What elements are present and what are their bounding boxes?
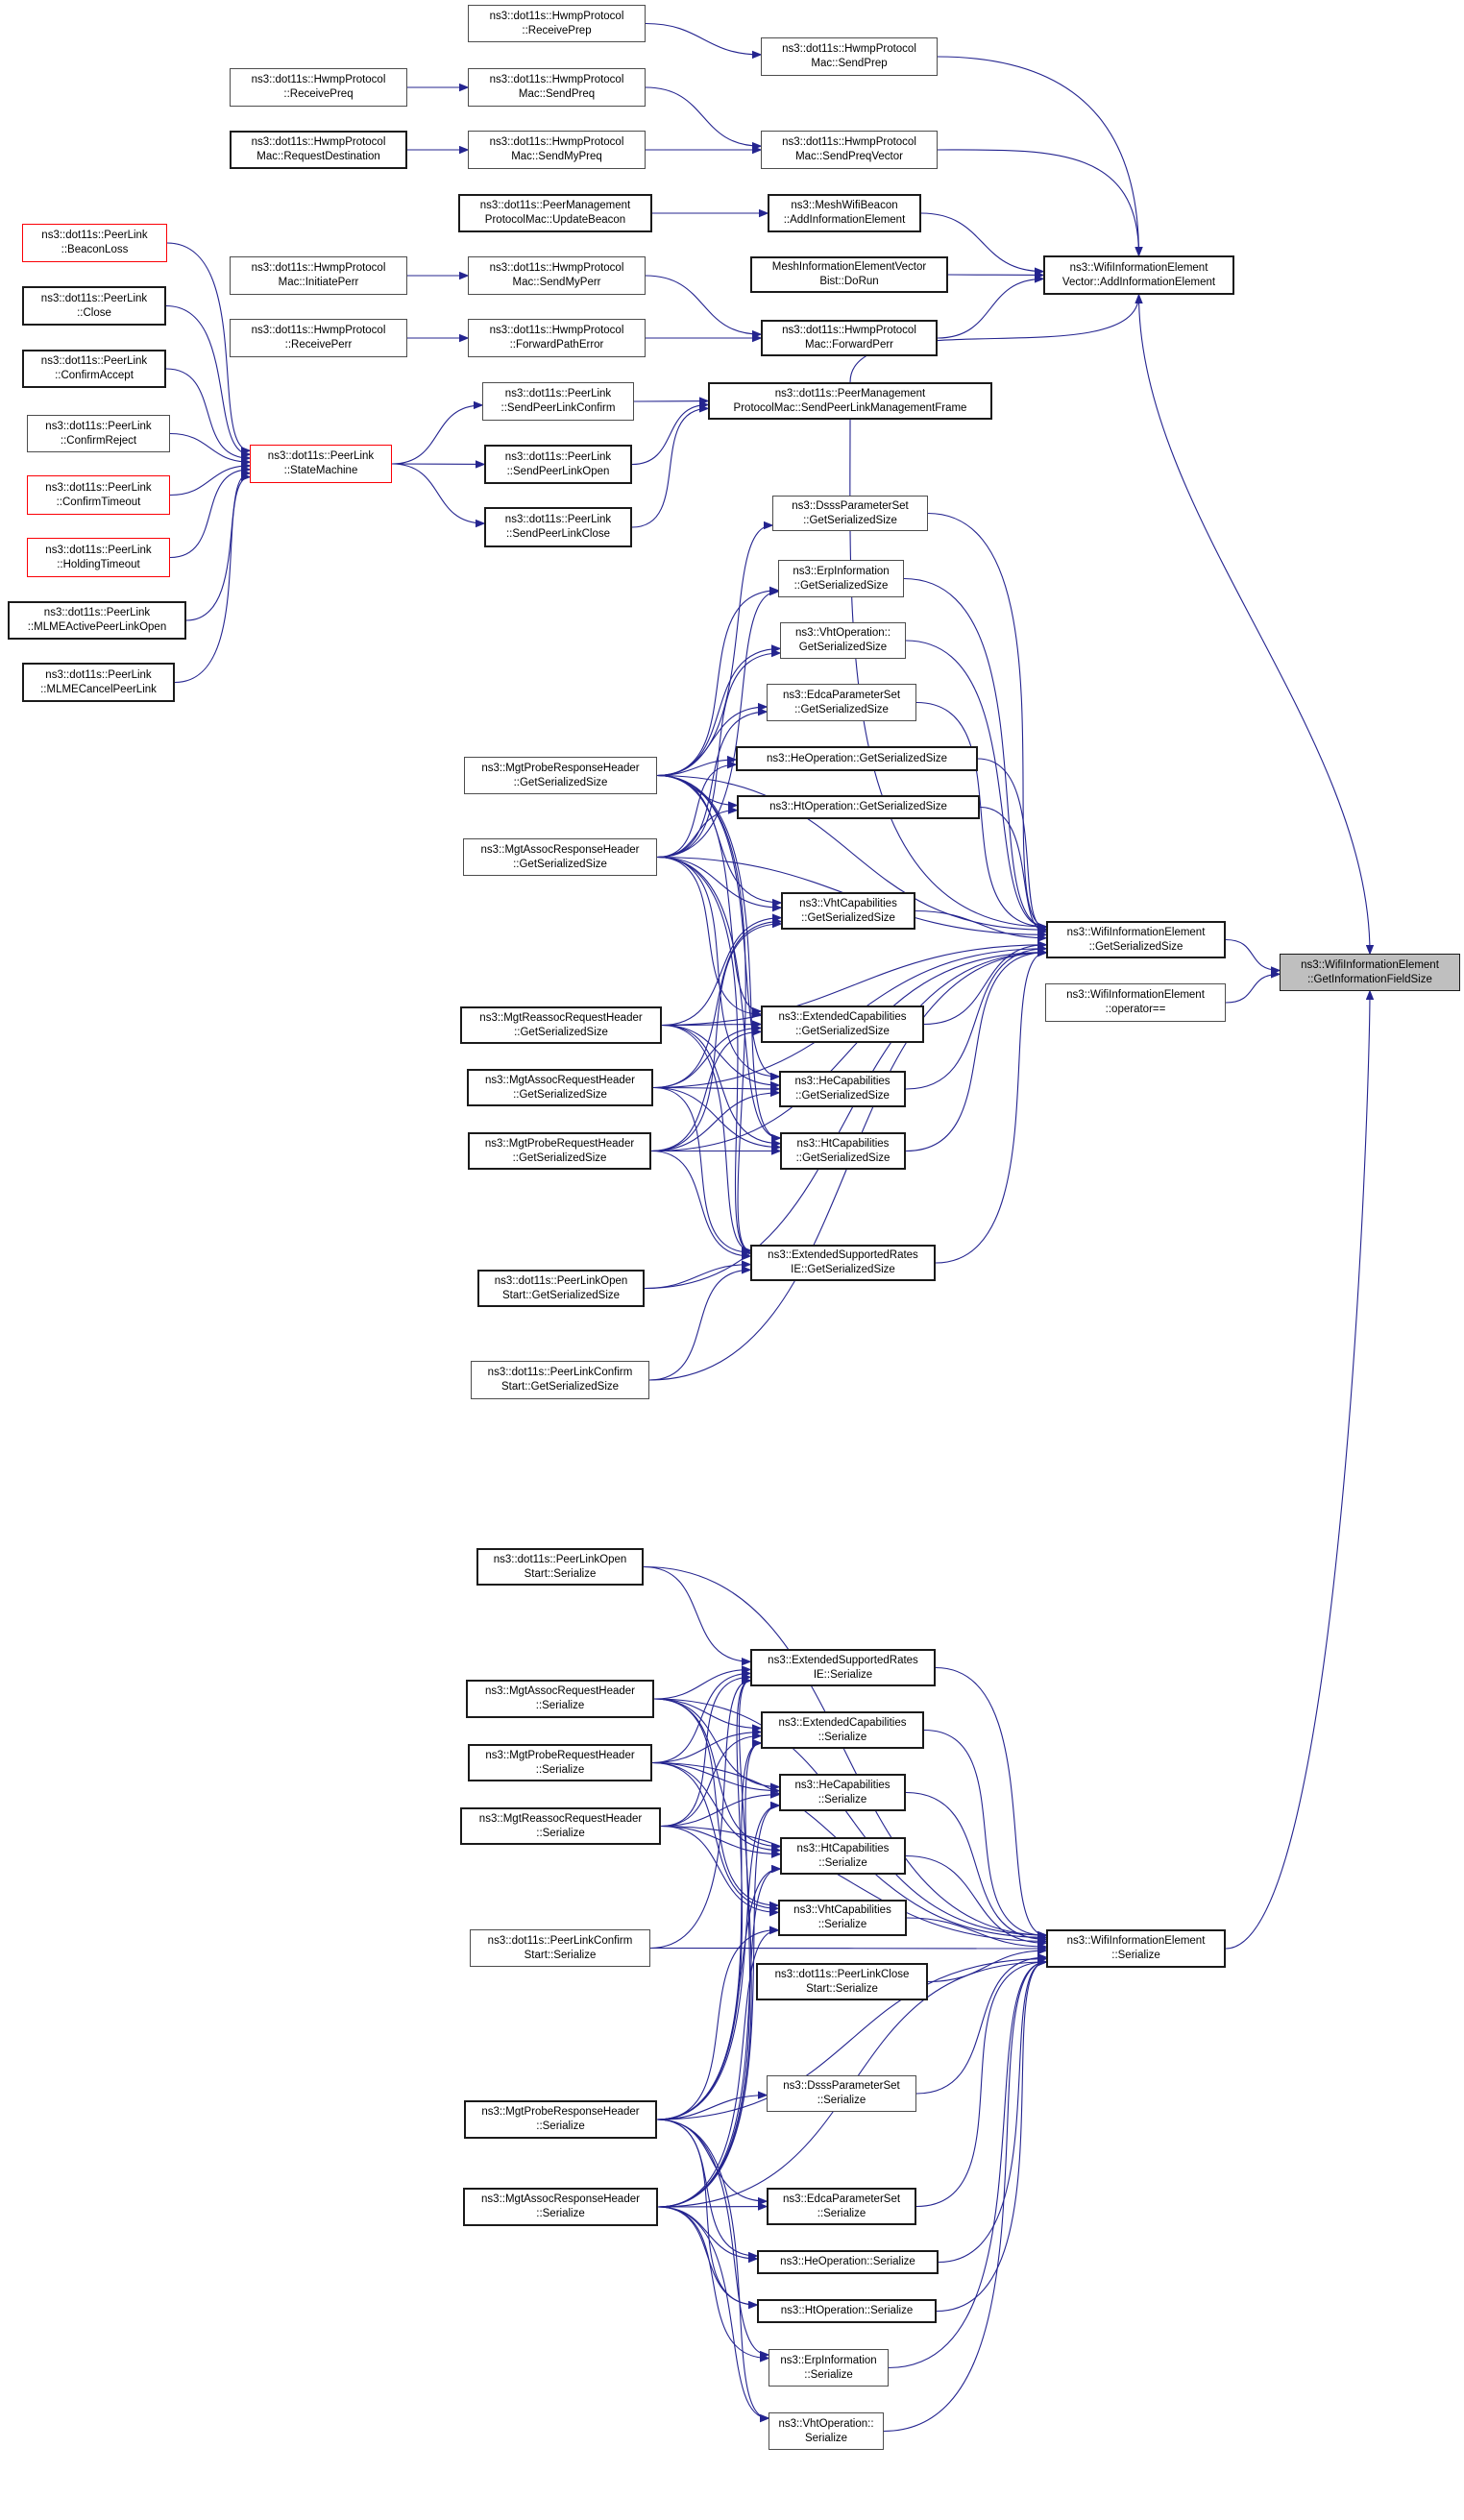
graph-node-ht-op-gss[interactable] [737, 795, 980, 819]
graph-node-label: Start::Serialize [524, 1949, 597, 1961]
graph-node-probe-resp-ser[interactable] [464, 2100, 657, 2139]
graph-node-wifi-ser[interactable] [1046, 1929, 1226, 1968]
graph-node-reassoc-req-gss[interactable] [460, 1006, 662, 1044]
graph-node-dsss-ser[interactable] [767, 2075, 916, 2112]
graph-node-label: ns3::HtCapabilities [796, 1137, 890, 1150]
graph-node-update-beacon[interactable] [458, 194, 652, 232]
graph-node-reassoc-req-ser[interactable] [460, 1807, 661, 1845]
graph-node-label: ns3::dot11s::PeerLinkClose [774, 1968, 910, 1980]
graph-node-label: ::GetSerializedSize [795, 1025, 890, 1037]
graph-node-label: ns3::dot11s::HwmpProtocol [251, 74, 386, 85]
graph-node-label: ns3::dot11s::HwmpProtocol [251, 262, 386, 274]
graph-node-plc-gss[interactable] [471, 1361, 649, 1399]
graph-node-label: ns3::ExtendedSupportedRates [768, 1654, 918, 1666]
graph-node-label: Mac::SendMyPerr [512, 277, 601, 288]
graph-node-label: ns3::WifiInformationElement [1069, 261, 1208, 274]
graph-node-label: ::HoldingTimeout [57, 558, 140, 570]
graph-node-label: ns3::dot11s::PeerLink [45, 481, 152, 494]
graph-node-label: ns3::HeOperation::Serialize [780, 2256, 915, 2267]
graph-node-label: ns3::dot11s::PeerLinkOpen [494, 1274, 628, 1287]
graph-node-assoc-req-gss[interactable] [467, 1069, 653, 1106]
graph-node-label: ns3::dot11s::PeerLinkConfirm [487, 1367, 633, 1378]
graph-node-edca-ser[interactable] [767, 2188, 916, 2225]
graph-node-label: ns3::dot11s::PeerLinkConfirm [487, 1934, 633, 1947]
graph-node-label: ns3::dot11s::HwmpProtocol [782, 136, 916, 148]
graph-node-label: ::Serialize [1111, 1950, 1160, 1961]
graph-node-send-prep[interactable] [761, 37, 938, 76]
graph-node-label: ns3::VhtOperation:: [794, 627, 891, 639]
graph-node-vht-op-gss[interactable] [780, 622, 906, 659]
graph-node-label: ns3::dot11s::HwmpProtocol [489, 136, 624, 148]
graph-node-label: ::ReceivePerr [284, 339, 353, 351]
graph-node-ext-cap-ser[interactable] [761, 1711, 924, 1749]
graph-node-label: ns3::dot11s::HwmpProtocol [489, 74, 624, 85]
graph-node-label: ns3::dot11s::PeerLink [45, 544, 152, 556]
graph-node-initiate-perr[interactable] [230, 256, 407, 295]
graph-node-label: ns3::dot11s::PeerManagement [774, 387, 926, 400]
graph-node-label: ::GetSerializedSize [514, 1026, 608, 1038]
graph-node-label: ::AddInformationElement [783, 214, 906, 226]
graph-node-forward-perr[interactable] [761, 320, 938, 356]
graph-node-mlme-cancel[interactable] [22, 663, 175, 702]
graph-node-label: ns3::dot11s::HwmpProtocol [782, 43, 916, 55]
graph-node-label: ns3::MgtAssocResponseHeader [481, 2193, 640, 2205]
graph-node-label: Serialize [804, 2432, 848, 2444]
graph-node-label: ::Serialize [817, 1731, 867, 1743]
graph-node-mlme-active[interactable] [8, 601, 186, 640]
graph-node-label: ::Serialize [804, 2368, 853, 2381]
graph-node-label: ns3::HeOperation::GetSerializedSize [767, 752, 947, 764]
graph-node-label: ns3::EdcaParameterSet [782, 2193, 901, 2205]
graph-node-label: ns3::dot11s::HwmpProtocol [489, 325, 624, 336]
graph-node-confirm-timeout[interactable] [27, 475, 170, 515]
graph-node-assoc-resp-gss[interactable] [463, 838, 657, 876]
graph-node-send-confirm[interactable] [482, 382, 634, 421]
graph-node-label: ns3::MgtAssocRequestHeader [485, 1685, 635, 1697]
graph-node-label: ::ForwardPathError [509, 339, 604, 351]
graph-node-label: ::Serialize [817, 2207, 866, 2219]
graph-node-label: ::GetInformationFieldSize [1307, 973, 1432, 985]
graph-node-send-plm[interactable] [708, 382, 992, 420]
graph-node-label: ::GetSerializedSize [1088, 940, 1183, 953]
graph-node-label: ::ReceivePrep [522, 24, 592, 36]
graph-node-label: ns3::dot11s::PeerManagement [479, 200, 631, 211]
graph-node-label: ns3::ExtendedCapabilities [778, 1010, 907, 1023]
graph-node-label: ns3::MgtAssocResponseHeader [480, 843, 640, 856]
graph-node-vht-cap-gss[interactable] [781, 892, 915, 930]
graph-node-label: Mac::RequestDestination [256, 151, 380, 162]
graph-node-plcf-ser[interactable] [470, 1929, 650, 1967]
graph-node-close[interactable] [22, 286, 166, 326]
graph-node-vht-cap-ser[interactable] [778, 1900, 907, 1936]
graph-node-label: Mac::ForwardPerr [804, 339, 894, 351]
graph-node-send-preq[interactable] [468, 68, 646, 107]
graph-node-ht-op-ser[interactable] [757, 2299, 937, 2323]
graph-node-he-cap-gss[interactable] [779, 1071, 906, 1107]
graph-node-label: ns3::ExtendedCapabilities [778, 1716, 907, 1729]
graph-node-label: ::GetSerializedSize [512, 1151, 607, 1164]
graph-node-he-cap-ser[interactable] [779, 1774, 906, 1811]
graph-node-label: ns3::dot11s::HwmpProtocol [251, 136, 386, 148]
graph-node-label: Mac::SendPreq [518, 88, 596, 100]
graph-node-label: ns3::MgtAssocRequestHeader [485, 1074, 635, 1086]
graph-node-wifi-gss[interactable] [1046, 921, 1226, 958]
graph-node-label: Start::Serialize [806, 1982, 878, 1995]
graph-node-label: ::Serialize [817, 1919, 867, 1930]
graph-node-label: ns3::MgtProbeResponseHeader [481, 2106, 640, 2118]
graph-node-label: ::SendPeerLinkOpen [506, 465, 610, 477]
graph-node-label: ::Close [77, 306, 111, 319]
graph-node-label: IE::Serialize [813, 1668, 873, 1681]
graph-node-label: ns3::dot11s::HwmpProtocol [251, 325, 386, 336]
graph-node-label: MeshInformationElementVector [771, 261, 927, 273]
graph-node-vht-op-ser[interactable] [769, 2412, 884, 2450]
graph-node-assoc-req-ser[interactable] [466, 1680, 654, 1718]
graph-node-add-ie[interactable] [1043, 255, 1234, 295]
graph-node-label: Mac::SendMyPreq [511, 151, 602, 162]
graph-node-state-machine[interactable] [250, 445, 392, 483]
graph-node-label: ::GetSerializedSize [803, 514, 897, 526]
graph-node-label: ns3::dot11s::HwmpProtocol [782, 325, 916, 336]
graph-node-label: ns3::MgtProbeResponseHeader [481, 762, 640, 774]
graph-node-label: ns3::dot11s::PeerLink [504, 388, 612, 400]
graph-node-label: ns3::dot11s::PeerLink [41, 230, 148, 241]
graph-node-label: ns3::dot11s::PeerLinkOpen [493, 1553, 627, 1565]
graph-node-label: Start::Serialize [524, 1567, 597, 1580]
graph-node-label: ::Serialize [535, 1763, 585, 1776]
graph-node-label: ns3::dot11s::PeerLink [504, 450, 612, 463]
graph-node-label: ns3::MeshWifiBeacon [791, 200, 898, 211]
graph-node-label: IE::GetSerializedSize [791, 1264, 895, 1275]
graph-node-holding-timeout[interactable] [27, 538, 170, 577]
graph-node-label: ::Serialize [535, 1700, 585, 1711]
graph-node-label: Mac::SendPreqVector [795, 151, 903, 162]
graph-node-label: ns3::dot11s::PeerLink [40, 355, 148, 367]
graph-node-send-preq-vector[interactable] [761, 131, 938, 169]
graph-node-ext-cap-gss[interactable] [761, 1006, 924, 1043]
graph-node-he-op-gss[interactable] [736, 746, 978, 771]
graph-node-label: ns3::VhtCapabilities [793, 1904, 891, 1916]
graph-node-label: ::GetSerializedSize [801, 911, 895, 924]
graph-node-label: ::ConfirmAccept [55, 370, 134, 381]
graph-node-plo-gss[interactable] [477, 1270, 645, 1307]
graph-node-label: ns3::ErpInformation [793, 565, 890, 577]
graph-node-send-close[interactable] [484, 507, 632, 547]
graph-node-label: Mac::SendPrep [811, 58, 888, 69]
graph-node-esr-gss[interactable] [750, 1245, 936, 1281]
graph-node-receive-perr[interactable] [230, 319, 407, 357]
graph-node-erp-ser[interactable] [769, 2349, 889, 2387]
graph-node-plo-ser[interactable] [476, 1548, 644, 1586]
graph-node-label: ns3::HtOperation::Serialize [780, 2305, 914, 2316]
graph-node-label: ns3::DsssParameterSet [783, 2080, 900, 2092]
graph-node-label: ns3::dot11s::PeerLink [45, 668, 152, 681]
graph-node-send-my-perr[interactable] [468, 256, 646, 295]
graph-node-label: ::GetSerializedSize [795, 1151, 891, 1164]
graph-node-label: ns3::dot11s::PeerLink [45, 420, 152, 432]
graph-node-label: ns3::MgtProbeRequestHeader [485, 1749, 635, 1761]
graph-node-dsss-gss[interactable] [772, 496, 928, 531]
graph-node-send-my-preq[interactable] [468, 131, 646, 169]
graph-node-label: ::Serialize [536, 2208, 585, 2219]
graph-node-label: Vector::AddInformationElement [1061, 276, 1216, 288]
graph-node-label: Mac::InitiatePerr [278, 277, 359, 288]
graph-node-label: ns3::MgtProbeRequestHeader [484, 1137, 635, 1150]
graph-node-bist-dorun[interactable] [750, 256, 948, 293]
graph-node-label: ns3::dot11s::PeerLink [504, 514, 612, 525]
graph-node-label: ::GetSerializedSize [513, 1088, 607, 1101]
graph-node-label: ns3::DsssParameterSet [792, 499, 909, 512]
graph-node-label: ns3::MgtReassocRequestHeader [479, 1011, 643, 1024]
graph-node-label: ProtocolMac::UpdateBeacon [484, 214, 626, 226]
graph-node-esr-ser[interactable] [750, 1649, 936, 1686]
graph-node-label: Bist::DoRun [819, 276, 879, 287]
graph-node-label: ::ConfirmReject [60, 434, 137, 447]
graph-node-probe-resp-gss[interactable] [464, 757, 657, 794]
graph-node-label: ns3::HeCapabilities [794, 1076, 891, 1087]
graph-node-op-eq[interactable] [1045, 983, 1226, 1022]
graph-node-label: ::Serialize [536, 1827, 585, 1839]
graph-node-label: ::SendPeerLinkConfirm [500, 402, 616, 414]
graph-node-label: ns3::WifiInformationElement [1066, 989, 1205, 1001]
graph-node-label: ns3::WifiInformationElement [1301, 958, 1439, 971]
graph-node-receive-prep[interactable] [468, 5, 646, 42]
graph-node-label: ::SendPeerLinkClose [505, 528, 611, 540]
graph-node-label: ns3::WifiInformationElement [1066, 1935, 1206, 1947]
graph-node-label: ::GetSerializedSize [513, 776, 608, 788]
graph-node-label: ns3::HtOperation::GetSerializedSize [769, 801, 947, 812]
graph-node-label: ProtocolMac::SendPeerLinkManagementFrame [733, 401, 967, 414]
graph-node-confirm-reject[interactable] [27, 415, 170, 452]
graph-node-assoc-resp-ser[interactable] [463, 2188, 658, 2226]
graph-node-label: ns3::ErpInformation [780, 2354, 877, 2366]
graph-node-label: Start::GetSerializedSize [501, 1289, 621, 1301]
graph-node-label: GetSerializedSize [798, 642, 888, 653]
graph-node-send-open[interactable] [484, 445, 632, 484]
graph-node-label: ::Serialize [818, 1856, 867, 1869]
graph-node-label: ns3::dot11s::HwmpProtocol [489, 262, 624, 274]
graph-node-label: ns3::EdcaParameterSet [782, 689, 901, 701]
graph-node-probe-req-gss[interactable] [468, 1132, 651, 1170]
graph-node-label: ns3::dot11s::PeerLink [40, 292, 148, 304]
graph-node-label: ns3::dot11s::PeerLink [267, 450, 375, 462]
graph-node-he-op-ser[interactable] [757, 2250, 939, 2274]
graph-node-label: ::GetSerializedSize [794, 703, 889, 715]
graph-node-label: ns3::MgtReassocRequestHeader [478, 1812, 643, 1825]
graph-node-ht-cap-gss[interactable] [780, 1132, 906, 1170]
graph-node-label: ::Serialize [817, 1793, 867, 1805]
graph-node-forward-path-error[interactable] [468, 319, 646, 357]
graph-node-gifs[interactable] [1280, 954, 1460, 991]
graph-node-label: ns3::ExtendedSupportedRates [768, 1249, 918, 1261]
graph-node-beacon-loss[interactable] [22, 224, 167, 262]
graph-node-label: ::MLMECancelPeerLink [40, 683, 157, 695]
graph-node-label: ns3::VhtOperation:: [778, 2417, 874, 2430]
graph-node-label: ::StateMachine [283, 465, 358, 476]
graph-node-label: ::GetSerializedSize [795, 1090, 890, 1102]
graph-node-label: ::ConfirmTimeout [56, 496, 141, 508]
graph-node-erp-gss[interactable] [778, 560, 904, 597]
graph-node-plcl-ser[interactable] [756, 1963, 928, 2000]
graph-node-receive-preq[interactable] [230, 68, 407, 107]
graph-node-label: ::GetSerializedSize [793, 579, 889, 592]
graph-node-label: ::MLMEActivePeerLinkOpen [27, 621, 167, 633]
graph-node-label: ::ReceivePreq [283, 88, 354, 100]
graph-node-confirm-accept[interactable] [22, 350, 166, 388]
graph-node-label: ::BeaconLoss [61, 244, 129, 255]
graph-node-label: ::Serialize [536, 2120, 585, 2132]
graph-node-mesh-beacon-add[interactable] [768, 194, 921, 232]
graph-node-edca-gss[interactable] [767, 684, 916, 721]
graph-node-label: ns3::dot11s::PeerLink [43, 607, 151, 618]
graph-node-request-destination[interactable] [230, 131, 407, 169]
graph-node-label: ns3::VhtCapabilities [799, 897, 897, 909]
graph-node-label: Start::GetSerializedSize [500, 1381, 620, 1393]
graph-node-label: ns3::WifiInformationElement [1066, 926, 1206, 938]
graph-node-label: ::Serialize [817, 2095, 866, 2106]
graph-node-label: ns3::HeCapabilities [794, 1779, 891, 1791]
graph-node-ht-cap-ser[interactable] [780, 1837, 906, 1875]
graph-node-probe-req-ser[interactable] [468, 1744, 652, 1781]
graph-node-label: ns3::dot11s::HwmpProtocol [489, 10, 624, 22]
graph-node-label: ns3::HtCapabilities [796, 1842, 890, 1854]
graph-node-label: ::operator== [1105, 1004, 1166, 1015]
graph-node-label: ::GetSerializedSize [513, 858, 607, 870]
